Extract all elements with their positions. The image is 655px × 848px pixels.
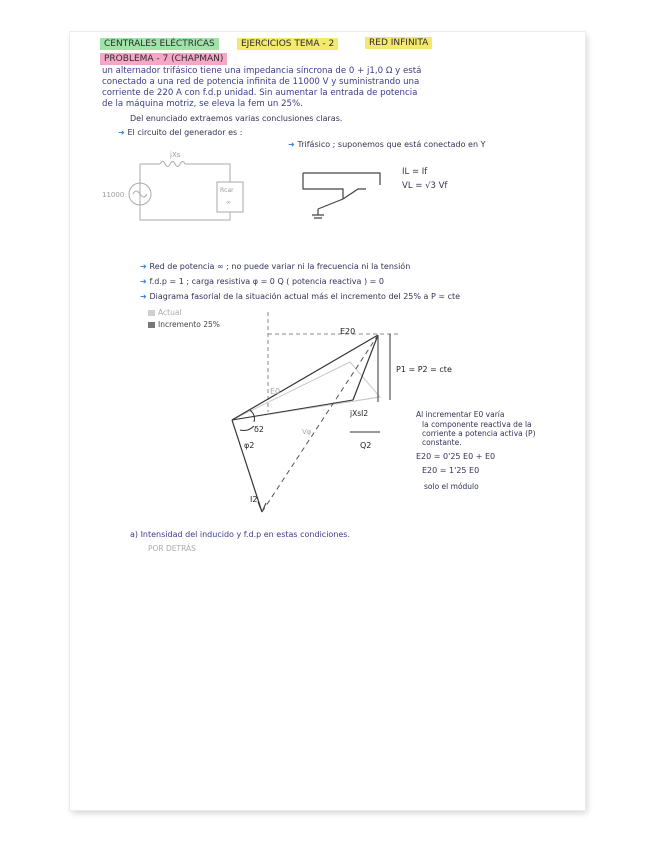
legend-swatch-actual (148, 310, 155, 316)
statement-line-1: un alternador trifásico tiene una impedancia síncrona de 0 + j1,0 Ω y está (102, 66, 422, 76)
label-load-sub: ∞ (226, 199, 231, 206)
label-jxsi2: jXsI2 (350, 409, 369, 418)
label-e0: E0 (270, 387, 281, 396)
arrow-icon: ➜ (140, 262, 150, 271)
arrow-icon: ➜ (288, 140, 298, 149)
arrow-icon: ➜ (140, 292, 150, 301)
side-eq-2: E20 = 1'25 E0 (422, 466, 480, 475)
legend-actual (148, 308, 182, 317)
generator-circuit (100, 144, 270, 224)
note-diagrama-text: Diagrama fasorial de la situación actual más el incremento del 25% a P = cte (149, 292, 461, 301)
note-fdp-text: f.d.p = 1 ; carga resistiva φ = 0 Q ( potencia reactiva ) = 0 (149, 277, 384, 286)
note-red (140, 262, 410, 271)
label-i2: I2 (250, 495, 258, 504)
side-note-2: la componente reactiva de la (422, 420, 532, 429)
side-note-3: corriente a potencia activa (P) (422, 429, 536, 438)
side-note-1: Al incrementar E0 varía (416, 410, 505, 419)
note-trifasico (288, 140, 485, 149)
note-red-text: Red de potencia ∞ ; no puede variar ni la frecuencia ni la tensión (149, 262, 411, 271)
statement-line-4: de la máquina motriz, se eleva la fem un 25%. (102, 99, 303, 109)
notebook-page (70, 32, 585, 810)
note-diagrama (140, 292, 460, 301)
label-source: 11000 (102, 191, 125, 199)
eq-vl: VL = √3 Vf (402, 181, 448, 191)
side-eq-1: E20 = 0'25 E0 + E0 (416, 452, 496, 461)
label-load: Rcar (220, 187, 234, 194)
tag-centrales: CENTRALES ELÉCTRICAS (100, 38, 219, 50)
legend-incremento (148, 320, 220, 329)
label-delta2: δ2 (254, 425, 264, 434)
note-fdp (140, 277, 384, 286)
tag-ejercicios: EJERCICIOS TEMA - 2 (237, 38, 338, 50)
tag-red-infinita: RED INFINITA (365, 37, 432, 49)
side-eq-3: solo el módulo (424, 482, 479, 491)
label-e20: E20 (340, 327, 356, 336)
label-phi2: φ2 (244, 441, 255, 450)
label-q2: Q2 (360, 441, 372, 450)
side-note-4: constante. (422, 438, 462, 447)
note-circuit-text: El circuito del generador es : (127, 128, 243, 137)
problem-title: PROBLEMA - 7 (CHAPMAN) (100, 53, 227, 65)
question-sub: POR DETRÁS (148, 544, 196, 553)
statement-line-2: conectado a una red de potencia infinita de 11000 V y suministrando una (102, 77, 420, 87)
label-jxs: jXs (170, 151, 181, 159)
legend-swatch-incremento (148, 322, 155, 328)
legend-incremento-label: Incremento 25% (158, 320, 220, 329)
question-a: a) Intensidad del inducido y f.d.p en estas condiciones. (130, 530, 351, 539)
statement-line-3: corriente de 220 A con f.d.p unidad. Sin aumentar la entrada de potencia (102, 88, 418, 98)
note-trifasico-text: Trifásico ; suponemos que está conectado en Y (297, 140, 486, 149)
arrow-icon: ➜ (118, 128, 128, 137)
arrow-icon: ➜ (140, 277, 150, 286)
note-circuit (118, 128, 242, 137)
note-extract: Del enunciado extraemos varias conclusiones claras. (130, 114, 343, 123)
phasor-diagram (220, 302, 550, 504)
label-vphi: Vφ (302, 428, 312, 436)
eq-il: IL = If (402, 167, 428, 177)
star-connection-diagram (298, 167, 388, 257)
legend-actual-label: Actual (158, 308, 182, 317)
label-p: P1 = P2 = cte (396, 365, 452, 374)
